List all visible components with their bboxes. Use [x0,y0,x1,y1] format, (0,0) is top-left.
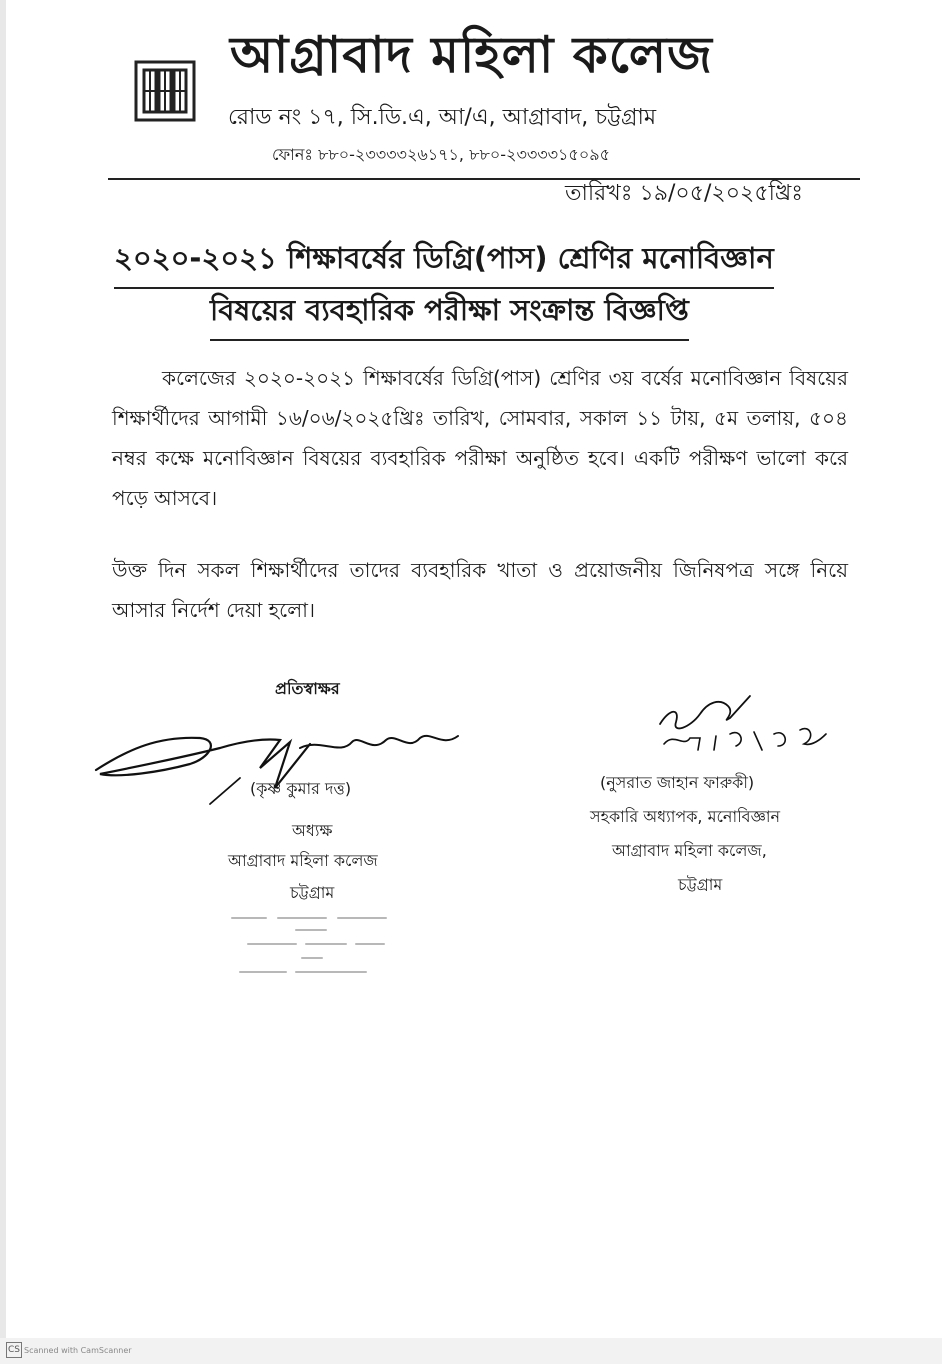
lecturer-name: (নুসরাত জাহান ফারুকী) [600,773,755,792]
countersign-label: প্রতিস্বাক্ষর [275,679,340,698]
college-phone: ফোনঃ ৮৮০-২৩৩৩৩২৬১৭১, ৮৮০-২৩৩৩৩১৫০৯৫ [272,145,610,164]
faded-seal-stamp [226,910,396,982]
scan-edge-left [0,0,6,1340]
lecturer-city: চট্টগ্রাম [678,875,723,894]
college-name: আগ্রাবাদ মহিলা কলেজ [230,26,713,84]
principal-city: চট্টগ্রাম [290,883,335,902]
principal-title: অধ্যক্ষ [292,821,333,840]
notice-title-line-1: ২০২০-২০২১ শিক্ষাবর্ষের ডিগ্রি(পাস) শ্রেণির মনোবিজ্ঞান [114,236,774,289]
lecturer-college: আগ্রাবাদ মহিলা কলেজ, [612,841,767,860]
lecturer-signature [650,688,840,758]
camscanner-badge: CS [6,1342,22,1358]
camscanner-text: Scanned with CamScanner [24,1346,132,1355]
principal-college: আগ্রাবাদ মহিলা কলেজ [228,851,378,870]
principal-name: (কৃষ্ণ কুমার দত্ত) [250,779,352,798]
lecturer-title: সহকারি অধ্যাপক, মনোবিজ্ঞান [590,807,781,826]
scan-footer-strip [0,1338,942,1364]
college-address: রোড নং ১৭, সি.ডি.এ, আ/এ, আগ্রাবাদ, চট্টগ্রাম [228,105,657,130]
notice-paragraph-2: উক্ত দিন সকল শিক্ষার্থীদের তাদের ব্যবহারিক খাতা ও প্রয়োজনীয় জিনিষপত্র সঙ্গে নিয়ে আসার নির্দেশ দেয়া হলো। [112,558,848,622]
notice-title-line-2: বিষয়ের ব্যবহারিক পরীক্ষা সংক্রান্ত বিজ্ঞপ্তি [210,288,689,341]
college-monogram-logo-icon [134,60,196,122]
notice-paragraph-1: কলেজের ২০২০-২০২১ শিক্ষাবর্ষের ডিগ্রি(পাস) শ্রেণির ৩য় বর্ষের মনোবিজ্ঞান বিষয়ের শিক্ষার্থীদের আগামী ১৬/০৬/২০২৫খ্রিঃ তারিখ, সোমবার, সকাল ১১ টায়, ৫ম তলায়, ৫০৪ নম্বর কক্ষে মনোবিজ্ঞান বিষয়ের ব্যবহারিক পরীক্ষা অনুষ্ঠিত হবে। একটি পরীক্ষণ ভালো করে পড়ে আসবে। [112,366,848,510]
notice-date: তারিখঃ ১৯/০৫/২০২৫খ্রিঃ [565,181,803,206]
